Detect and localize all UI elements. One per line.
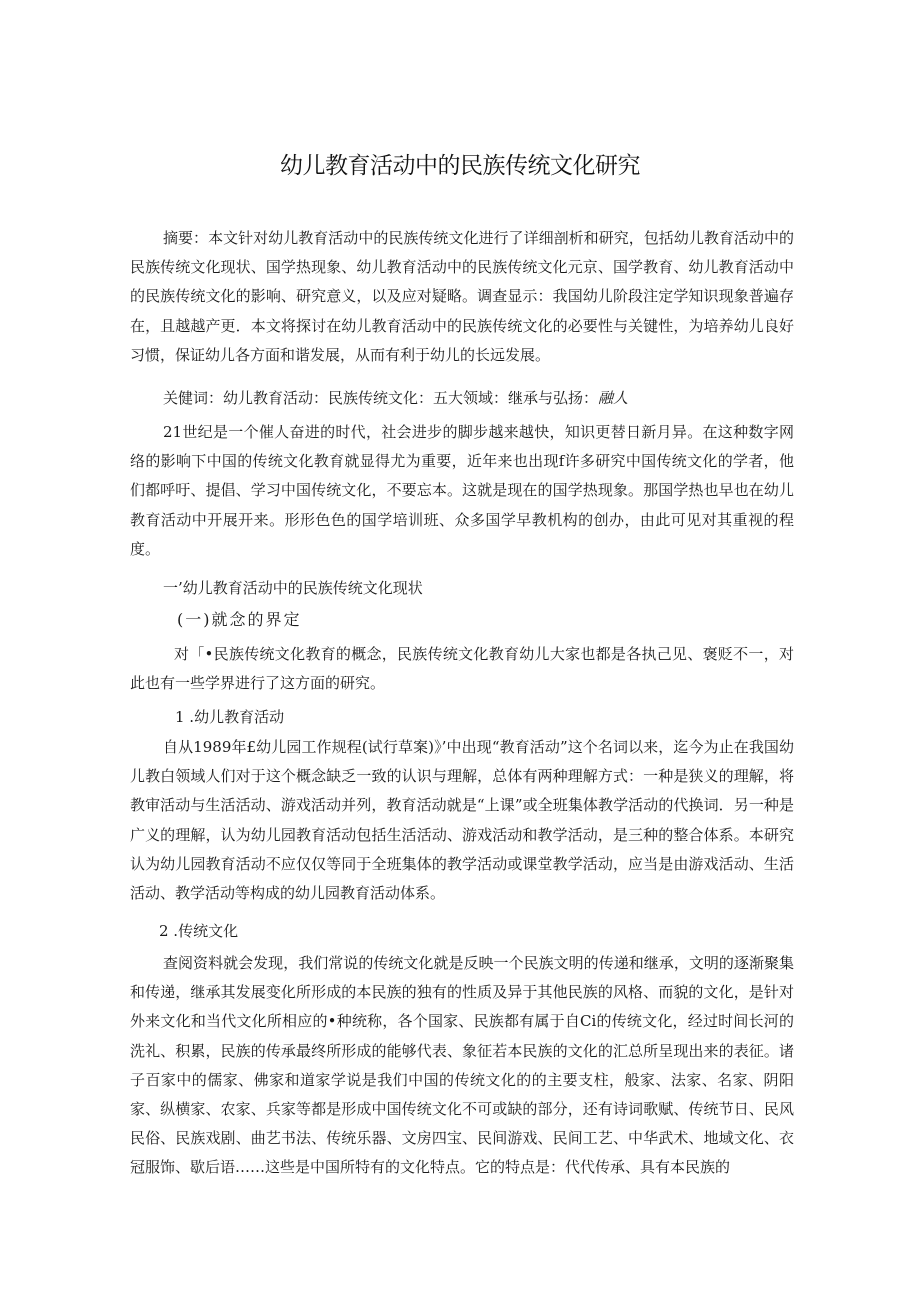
subsection-heading: (一)就念的界定	[177, 610, 302, 629]
keywords-paragraph	[130, 384, 794, 413]
section-heading: 一’幼儿教育活动中的民族传统文化现状	[163, 579, 423, 597]
definition-paragraph: 对「•民族传统文化教育的概念，民族传统文化教育幼儿大家也都是各执己见、褒贬不一，对此也有一些学界进行了这方面的研究。	[130, 645, 794, 693]
item2-heading: 2 .传统文化	[159, 922, 239, 940]
definition-block	[130, 640, 794, 698]
item2-paragraph: 查阅资料就会发现，我们常说的传统文化就是反映一个民族文明的传递和继承，文明的逐渐聚集和传递，继承其发展变化所形成的本民族的独有的性质及异于其他民族的风格、而貌的文化，是针对外来文化和当代文化所相应的•种统称，各个国家、民族都有属于自Ci的传统文化，经过时间长河的洗礼、积累，民族的传承最终所形成的能够代表、象征若本民族的文化的汇总所呈现出来的表征。诸子百家中的儒家、佛家和道家学说是我们中国的传统文化的的主要支柱，般家、法家、名家、阴阳家、纵横家、农家、兵家等都是形成中国传统文化不可或缺的部分，还有诗词歌赋、传统节日、民风民俗、民族戏剧、曲艺书法、传统乐器、文房四宝、民间游戏、民间工艺、中华武术、地域文化、衣冠服饰、歇后语……这些是中国所特有的文化特点。它的特点是：代代传承、具有本民族的	[130, 954, 794, 1177]
item2-block	[130, 949, 794, 1183]
item1-block	[130, 733, 794, 908]
keywords-text: 关健词：幼儿教育活动：民族传统文化：五大领域：继承与弘扬：	[163, 389, 599, 407]
abstract-paragraph: 摘要：本文针对幼儿教育活动中的民族传统文化进行了详细剖析和研究，包括幼儿教育活动中的民族传统文化现状、国学热现象、幼儿教育活动中的民族传统文化元京、国学教育、幼儿教育活动中的民族传统文化的影响、研究意义，以及应对疑略。调查显示：我国幼儿阶段注定学知识现象普遍存在，且越越产更．本文将探讨在幼儿教育活动中的民族传统文化的必要性与关键性，为培养幼儿良好习惯，保证幼儿各方面和谐发展，从而有利于幼儿的长远发展。	[130, 229, 794, 364]
intro-paragraph: 21世纪是一个催人奋进的时代，社会进步的脚步越来越快，知识更替日新月异。在这种数字网络的影响下中国的传统文化教育就显得尤为重要，近年来也出现f许多研究中国传统文化的学者，他们都呼吁、提倡、学习中国传统文化，不要忘本。这就是现在的国学热现象。那国学热也早也在幼儿教育活动中开展开来。形形色色的国学培训班、众多国学早教机构的创办，由此可见对其重视的程度。	[130, 423, 794, 558]
keywords-last: 融人	[598, 389, 629, 407]
abstract-block	[130, 224, 794, 370]
document-title: 幼儿教育活动中的民族传统文化研究	[280, 153, 640, 179]
intro-block	[130, 418, 794, 564]
item1-paragraph: 自从1989年£幼儿园工作规程(试行草案)》’中出现“教育活动”这个名词以来，迄今为止在我国幼儿教白领域人们对于这个概念缺乏一致的认识与理解，总体有两种理解方式：一种是狭义的理解，将教审活动与生活活动、游戏活动并列，教育活动就是“上课”或全班集体教学活动的代换词．另一种是广义的理解，认为幼儿园教育活动包括生活活动、游戏活动和教学活动，是三种的整合体系。本研究认为幼儿园教育活动不应仅仅等同于全班集体的教学活动或课堂教学活动，应当是由游戏活动、生活活动、教学活动等构成的幼儿园教育活动体系。	[130, 738, 794, 903]
keywords-block	[130, 384, 794, 413]
item1-heading: 1 .幼儿教育活动	[175, 708, 285, 726]
